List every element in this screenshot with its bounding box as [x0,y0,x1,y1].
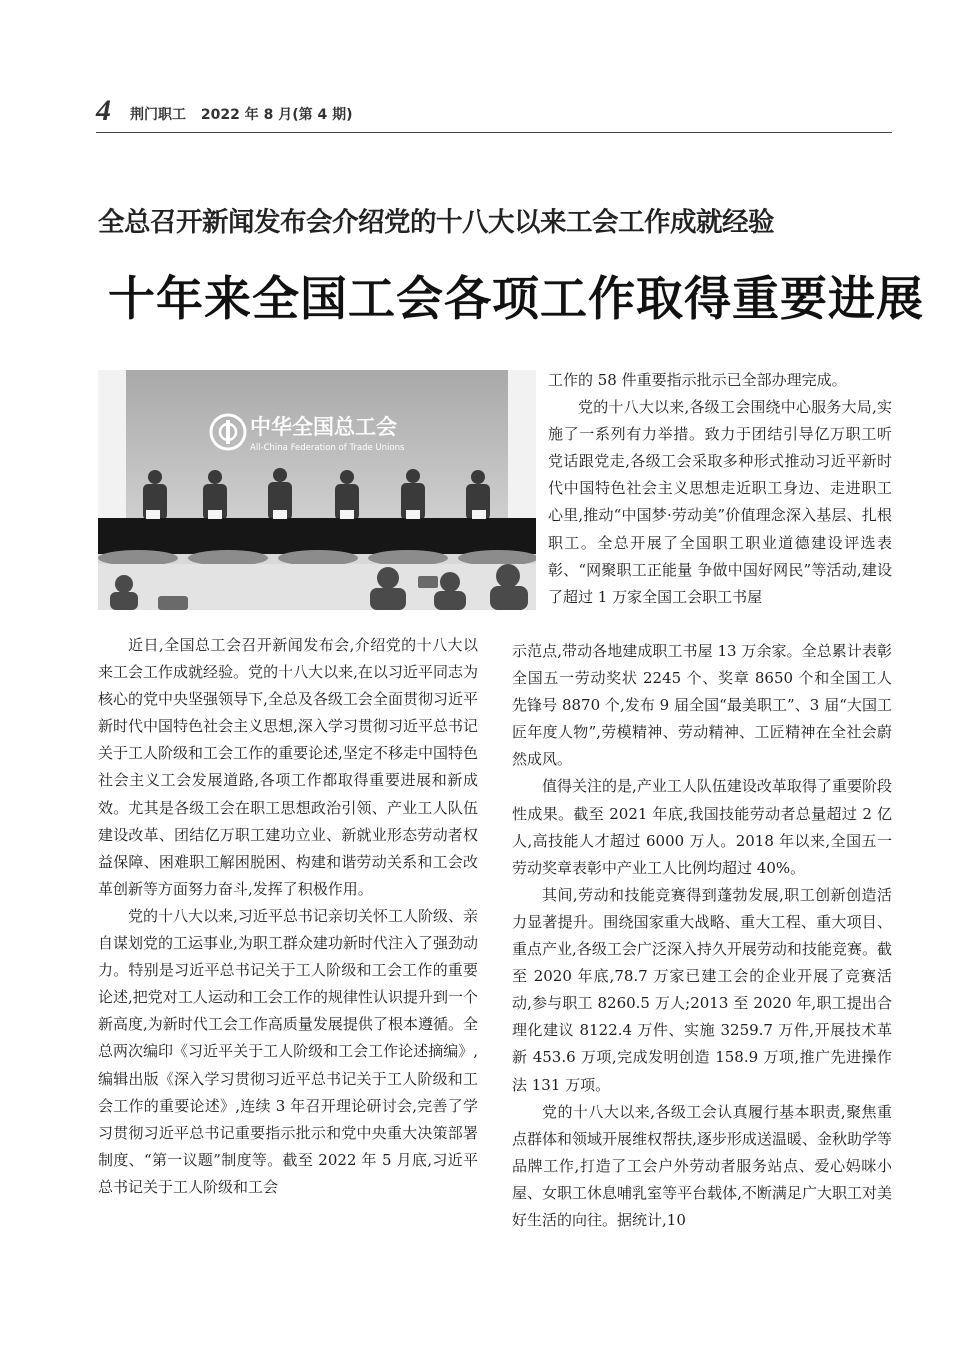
paragraph: 值得关注的是,产业工人队伍建设改革取得了重要阶段性成果。截至 2021 年底,我国技能劳动者总量超过 2 亿人,高技能人才超过 6000 万人。2018 年以来,全国五一劳动奖章表彰中产业工人比例均超过 40%。 [512,777,892,877]
paragraph: 党的十八大以来,各级工会认真履行基本职责,聚焦重点群体和领域开展维权帮扶,逐步形成送温暖、金秋助学等品牌工作,打造了工会户外劳动者服务站点、爱心妈咪小屋、女职工休息哺乳室等平台载体,不断满足广大职工对美好生活的向往。据统计,10 [512,1102,892,1229]
paragraph: 党的十八大以来,各级工会围绕中心服务大局,实施了一系列有力举措。致力于团结引导亿万职工听党话跟党走,各级工会采取多种形式推动习近平新时代中国特色社会主义思想走近职工身边、走进职工心里,推动“中国梦·劳动美”价值理念深入基层、扎根职工。全总开展了全国职工职业道德建设评选表彰、“网聚职工正能量 争做中国好网民”等活动,建设了超过 1 万家全国工会职工书屋 [548,398,892,606]
paragraph: 其间,劳动和技能竞赛得到蓬勃发展,职工创新创造活力显著提升。围绕国家重大战略、重大工程、重大项目、重点产业,各级工会广泛深入持久开展劳动和技能竞赛。截至 2020 年底,78.7 万家已建工会的企业开展了竞赛活动,参与职工 8260.5 万人;2013 至 2020 年,职工提出合理化建议 8122.4 万件、实施 3259.7 万件,开展技术革新 453.6 万项,完成发明创造 158.9 万项,推广先进操作法 131 万项。 [512,885,892,1094]
banner-title: 中华全国总工会 [250,415,397,439]
running-head [130,104,363,124]
article-title: 十年来全国工会各项工作取得重要进展 [108,272,924,327]
paragraph: 党的十八大以来,习近平总书记亲切关怀工人阶级、亲自谋划党的工运事业,为职工群众建功新时代注入了强劲动力。特别是习近平总书记关于工人阶级和工会工作的重要论述,把党对工人运动和工会工作的规律性认识提升到一个新高度,为新时代工会工作高质量发展提供了根本遵循。全总两次编印《习近平关于工人阶级和工会工作论述摘编》,编辑出版《深入学习贯彻习近平总书记关于工人阶级和工会工作的重要论述》,连续 3 年召开理论研讨会,完善了学习贯彻习近平总书记重要指示批示和党中央重大决策部署制度、“第一议题”制度等。截至 2022 年 5 月底,习近平总书记关于工人阶级和工会 [98,906,478,1196]
body-column-left [98,632,478,1201]
press-conference-photo [98,370,536,610]
paragraph: 示范点,带动各地建成职工书屋 13 万余家。全总累计表彰全国五一劳动奖状 2245 个、奖章 8650 个和全国工人先锋号 8870 个,发布 9 届全国“最美职工”、3 届“大国工匠年度人物”,劳模精神、劳动精神、工匠精神在全社会蔚然成风。 [512,642,892,769]
photo-drawing [98,370,536,610]
body-column-right-top [548,367,892,611]
paragraph: 近日,全国总工会召开新闻发布会,介绍党的十八大以来工会工作成就经验。党的十八大以来,在以习近平同志为核心的党中央坚强领导下,全总及各级工会全面贯彻习近平新时代中国特色社会主义思想,深入学习贯彻习近平总书记关于工人阶级和工会工作的重要论述,坚定不移走中国特色社会主义工会发展道路,各项工作都取得重要进展和新成效。尤其是各级工会在职工思想政治引领、产业工人队伍建设改革、团结亿万职工建功立业、新就业形态劳动者权益保障、困难职工解困脱困、构建和谐劳动关系和工会改革创新等方面努力奋斗,发挥了积极作用。 [98,636,478,898]
article-subtitle: 全总召开新闻发布会介绍党的十八大以来工会工作成就经验 [98,207,774,238]
page-header [96,92,892,133]
paragraph: 工作的 58 件重要指示批示已全部办理完成。 [548,371,847,389]
banner-subtitle: All-China Federation of Trade Unions [250,443,405,453]
issue-label: 2022 年 8 月(第 4 期) [200,107,353,123]
page-number: 4 [96,94,111,127]
body-column-right [512,638,892,1234]
publication-name: 荆门职工 [130,107,186,123]
